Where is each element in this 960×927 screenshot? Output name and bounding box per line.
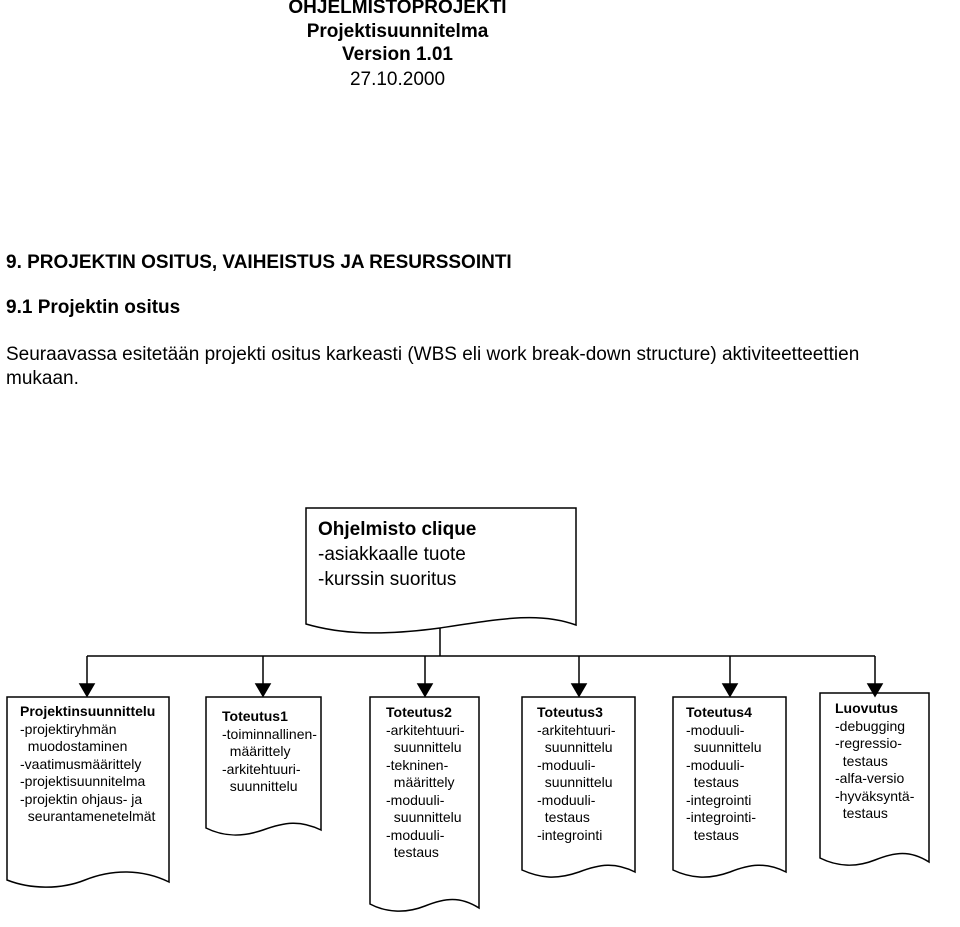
box-line: testaus bbox=[386, 844, 439, 860]
box-line: -vaatimusmäärittely bbox=[20, 755, 142, 772]
doc-title: Projektisuunnitelma bbox=[306, 21, 489, 42]
root-line: -asiakkaalle tuote bbox=[318, 544, 466, 565]
root-box-text bbox=[318, 517, 476, 592]
box-line: suunnittelu bbox=[537, 774, 613, 790]
box-text-toteutus1 bbox=[222, 708, 317, 796]
box-title: Toteutus3 bbox=[537, 704, 603, 720]
box-line: muodostaminen bbox=[20, 738, 128, 754]
box-line: -moduuli- bbox=[686, 756, 745, 773]
box-line: -integrointi- bbox=[686, 809, 757, 825]
box-line: testaus bbox=[537, 809, 590, 825]
box-line: -projektin ohjaus- ja bbox=[20, 790, 143, 807]
box-line: -toiminnallinen- bbox=[222, 725, 317, 742]
box-line: testaus bbox=[835, 805, 888, 821]
box-line: suunnittelu bbox=[686, 739, 762, 755]
box-line: määrittely bbox=[222, 743, 291, 759]
box-line: -tekninen- bbox=[386, 756, 449, 773]
box-line: suunnittelu bbox=[386, 739, 462, 755]
box-line: testaus bbox=[835, 752, 888, 769]
box-title: Toteutus4 bbox=[686, 704, 752, 720]
box-text-luovutus bbox=[835, 700, 914, 823]
box-title: Luovutus bbox=[835, 700, 898, 716]
drop-arrows bbox=[80, 656, 882, 696]
doc-version: Version 1.01 bbox=[342, 44, 453, 65]
box-line: -moduuli- bbox=[386, 826, 445, 843]
subsection-heading: 9.1 Projektin ositus bbox=[6, 297, 181, 318]
box-line: -arkitehtuuri- bbox=[537, 721, 616, 738]
doc-project-name: OHJELMISTOPROJEKTI bbox=[288, 0, 507, 18]
doc-date: 27.10.2000 bbox=[349, 69, 446, 90]
box-line: määrittely bbox=[386, 774, 455, 790]
box-line: -integrointi bbox=[686, 791, 752, 808]
box-line: -moduuli- bbox=[686, 721, 745, 738]
box-title: Projektinsuunnittelu bbox=[20, 703, 156, 719]
section-heading: 9. PROJEKTIN OSITUS, VAIHEISTUS JA RESURSSOINTI bbox=[6, 252, 512, 273]
box-line: suunnittelu bbox=[386, 809, 462, 825]
box-line: testaus bbox=[686, 774, 739, 790]
box-line: -regressio- bbox=[835, 735, 902, 751]
root-title: Ohjelmisto clique bbox=[318, 519, 477, 540]
box-line: suunnittelu bbox=[537, 739, 613, 755]
box-line: -alfa-versio bbox=[835, 770, 905, 786]
box-line: -moduuli- bbox=[537, 791, 596, 808]
box-line: -debugging bbox=[835, 717, 906, 734]
root-line: -kurssin suoritus bbox=[318, 569, 457, 590]
box-line: seurantamenetelmät bbox=[20, 808, 156, 824]
box-text-toteutus4 bbox=[686, 704, 762, 844]
box-line: -hyväksyntä- bbox=[835, 787, 915, 804]
box-line: -moduuli- bbox=[537, 756, 596, 773]
box-line: -projektisuunnitelma bbox=[20, 773, 146, 789]
box-line: suunnittelu bbox=[222, 778, 298, 794]
box-text-toteutus3 bbox=[537, 704, 616, 844]
box-text-toteutus2 bbox=[386, 704, 465, 862]
box-line: -moduuli- bbox=[386, 791, 445, 808]
box-line: -integrointi bbox=[537, 826, 603, 843]
box-line: -projektiryhmän bbox=[20, 720, 117, 737]
box-line: testaus bbox=[686, 826, 739, 843]
intro-paragraph: Seuraavassa esitetään projekti ositus karkeasti (WBS eli work break-down structure) aktiviteetteettien mukaan. bbox=[6, 344, 860, 389]
box-line: -arkitehtuuri- bbox=[222, 760, 301, 777]
box-title: Toteutus1 bbox=[222, 708, 288, 724]
box-title: Toteutus2 bbox=[386, 704, 452, 720]
box-line: -arkitehtuuri- bbox=[386, 721, 465, 738]
box-text-projektinsuunnittelu bbox=[20, 703, 155, 826]
